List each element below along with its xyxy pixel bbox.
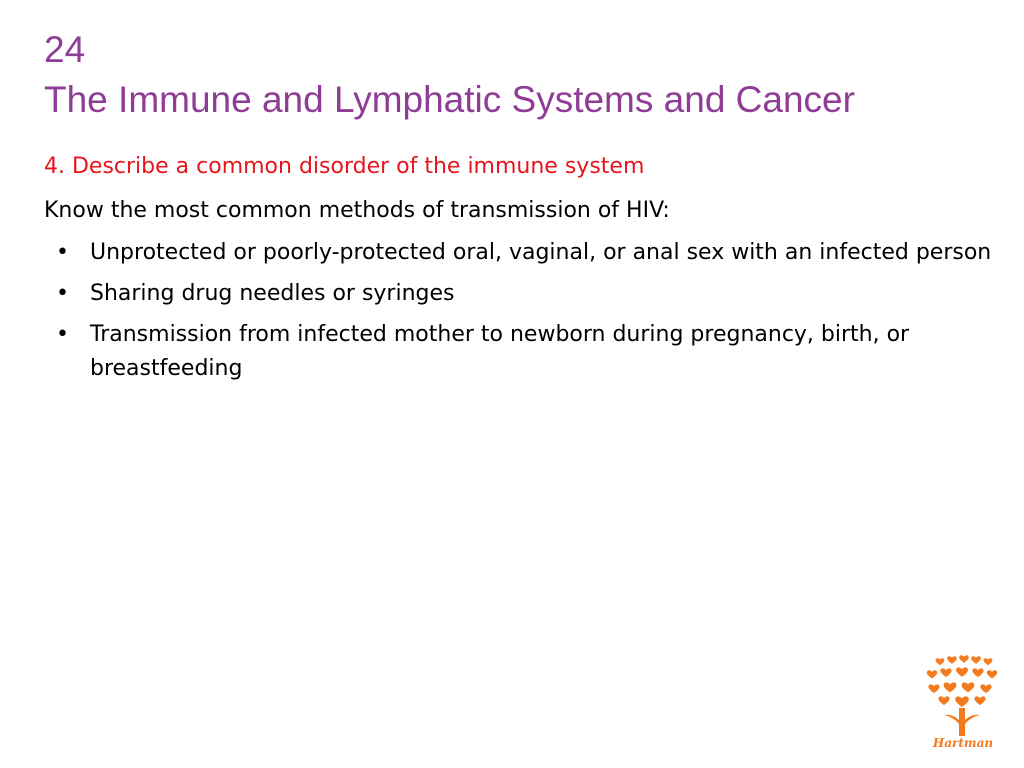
bullet-icon: • — [56, 240, 69, 265]
bullet-list — [56, 236, 996, 393]
learning-objective: 4. Describe a common disorder of the immune system — [44, 154, 645, 179]
bullet-icon: • — [56, 322, 69, 347]
hartman-wordmark: Hartman — [932, 736, 994, 750]
bullet-icon: • — [56, 281, 69, 306]
bullet-text: Transmission from infected mother to newborn during pregnancy, birth, or breastfeeding — [90, 322, 910, 381]
intro-text: Know the most common methods of transmission of HIV: — [44, 198, 670, 223]
bullet-item — [56, 277, 996, 311]
chapter-number: 24 — [44, 29, 86, 70]
bullet-text: Unprotected or poorly-protected oral, vaginal, or anal sex with an infected person — [90, 240, 992, 265]
bullet-item — [56, 318, 996, 386]
bullet-item — [56, 236, 996, 270]
bullet-text: Sharing drug needles or syringes — [90, 281, 455, 306]
chapter-title: The Immune and Lymphatic Systems and Cancer — [44, 79, 855, 120]
